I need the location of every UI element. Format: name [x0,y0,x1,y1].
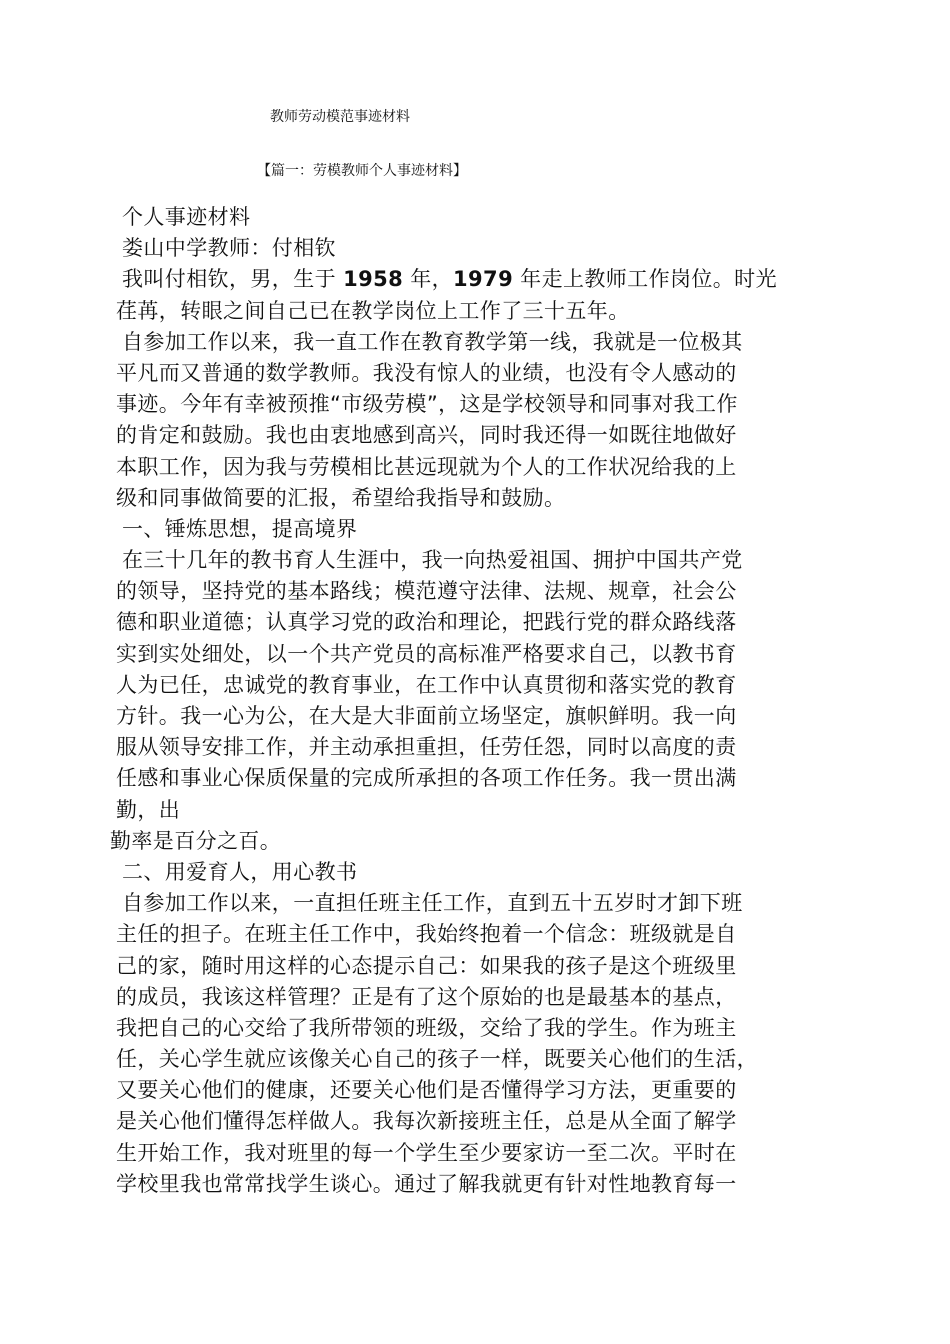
paragraph-line: 学校里我也常常找学生谈心。通过了解我就更有针对性地教育每一 [116,1171,737,1196]
section-1-heading: 一、锤炼思想，提高境界 [122,516,358,541]
intro-text: 年， [403,267,454,292]
paragraph-line: 自参加工作以来，我一直工作在教育教学第一线，我就是一位极其 [122,329,743,354]
paragraph-line: 服从领导安排工作，并主动承担重担，任劳任怨，同时以高度的责 [116,735,737,760]
paragraph-line: 任，关心学生就应该像关心自己的孩子一样，既要关心他们的生活， [116,1047,758,1072]
paragraph-line: 勤，出 [116,797,181,822]
birth-year: 1958 [343,267,404,292]
intro-line-2: 荏苒，转眼之间自己已在教学岗位上工作了三十五年。 [116,298,630,323]
document-title: 教师劳动模范事迹材料 [270,109,410,125]
intro-text: 我叫付相钦，男，生于 [122,267,344,292]
intro-text: 年走上教师工作岗位。时光 [513,267,777,292]
paragraph-line: 人为已任，忠诚党的教育事业，在工作中认真贯彻和落实党的教育 [116,672,737,697]
paragraph-line: 本职工作，因为我与劳模相比甚远现就为个人的工作状况给我的上 [116,454,737,479]
document-body [110,202,826,1200]
paragraph-line: 平凡而又普通的数学教师。我没有惊人的业绩，也没有令人感动的 [116,360,737,385]
paragraph-line: 级和同事做简要的汇报，希望给我指导和鼓励。 [116,485,566,510]
paragraph-line: 己的家，随时用这样的心态提示自己：如果我的孩子是这个班级里 [116,953,737,978]
paragraph-line: 事迹。今年有幸被预推“市级劳模”，这是学校领导和同事对我工作 [116,392,738,417]
paragraph-line: 德和职业道德；认真学习党的政治和理论，把践行党的群众路线落 [116,610,737,635]
paragraph-line: 实到实处细处，以一个共产党员的高标准严格要求自己，以教书育 [116,641,737,666]
section-2-heading: 二、用爱育人，用心教书 [122,859,358,884]
author-line: 娄山中学教师：付相钦 [122,236,336,261]
paragraph-line: 的肯定和鼓励。我也由衷地感到高兴，同时我还得一如既往地做好 [116,423,737,448]
intro-line-1 [116,264,826,295]
paragraph-line: 自参加工作以来，一直担任班主任工作，直到五十五岁时才卸下班 [122,891,743,916]
paragraph-line: 我把自己的心交给了我所带领的班级，交给了我的学生。作为班主 [116,1015,737,1040]
section-heading: 个人事迹材料 [122,205,251,229]
document-subtitle: 【篇一：劳模教师个人事迹材料】 [257,163,467,179]
paragraph-line: 主任的担子。在班主任工作中，我始终抱着一个信念：班级就是自 [116,922,737,947]
start-year: 1979 [453,267,514,292]
paragraph-line: 在三十几年的教书育人生涯中，我一向热爱祖国、拥护中国共产党 [122,548,743,573]
paragraph-line: 又要关心他们的健康，还要关心他们是否懂得学习方法，更重要的 [116,1078,737,1103]
paragraph-line: 的成员，我该这样管理？正是有了这个原始的也是最基本的基点， [116,984,737,1009]
paragraph-line: 方针。我一心为公，在大是大非面前立场坚定，旗帜鲜明。我一向 [116,704,737,728]
paragraph-line: 任感和事业心保质保量的完成所承担的各项工作任务。我一贯出满 [116,766,737,791]
paragraph-line: 是关心他们懂得怎样做人。我每次新接班主任，总是从全面了解学 [116,1109,737,1134]
paragraph-line: 勤率是百分之百。 [110,828,282,853]
paragraph-line: 的领导，坚持党的基本路线；模范遵守法律、法规、规章，社会公 [116,579,737,604]
paragraph-line: 生开始工作，我对班里的每一个学生至少要家访一至二次。平时在 [116,1140,737,1165]
